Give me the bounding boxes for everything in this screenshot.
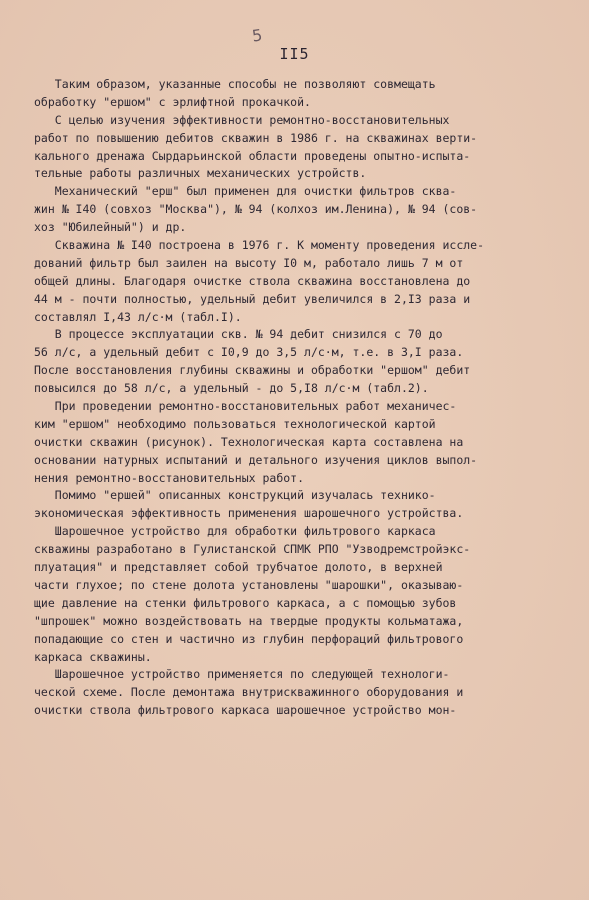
text-line: плуатация" и представляет собой трубчатое долото, в верхней (34, 560, 443, 575)
text-line: Таким образом, указанные способы не позволяют совмещать (34, 77, 436, 91)
text-line: Помимо "ершей" описанных конструкций изучалась технико- (34, 488, 436, 503)
text-line: попадающие со стен и частично из глубин перфораций фильтрового (34, 631, 464, 646)
text-line: основании натурных испытаний и детального изучения циклов выпол- (34, 452, 478, 467)
text-line: С целью изучения эффективности ремонтно-восстановительных (34, 112, 450, 127)
text-line: хоз "Юбилейный") и др. (34, 220, 187, 235)
text-line: ческой схеме. После демонтажа внутрискважинного оборудования и (34, 685, 464, 700)
text-line: Шарошечное устройство применяется по следующей технологи- (34, 667, 450, 682)
text-line: Шарошечное устройство для обработки фильтрового каркаса (34, 524, 436, 539)
text-line: щие давление на стенки фильтрового каркаса, а с помощью зубов (34, 595, 457, 610)
text-line: общей длины. Благодаря очистке ствола скважина восстановлена до (34, 273, 471, 288)
text-line: Механический "ерш" был применен для очистки фильтров сква- (34, 184, 457, 199)
text-line: ким "ершом" необходимо пользоваться технологической картой (34, 416, 436, 431)
text-line: тельные работы различных механических устройств. (34, 166, 367, 181)
text-line: При проведении ремонтно-восстановительных работ механичес- (34, 399, 457, 414)
text-line: кального дренажа Сырдарьинской области проведены опытно-испыта- (34, 148, 471, 163)
text-line: нения ремонтно-восстановительных работ. (34, 470, 305, 485)
text-line: скважины разработано в Гулистанской СПМК РПО "Узводремстройэкс- (34, 542, 471, 557)
text-line: дований фильтр был заилен на высоту I0 м, работало лишь 7 м от (34, 255, 464, 270)
text-line: составлял I,43 л/с·м (табл.I). (34, 309, 242, 324)
text-line: экономическая эффективность применения шарошечного устройства. (34, 506, 464, 521)
text-line: очистки скважин (рисунок). Технологическая карта составлена на (34, 434, 464, 449)
handwritten-page-mark: 5 (250, 25, 264, 46)
text-line: обработку "ершом" с эрлифтной прокачкой. (34, 94, 311, 109)
text-line: В процессе эксплуатации скв. № 94 дебит снизился с 70 до (34, 327, 443, 342)
text-line: каркаса скважины. (34, 649, 152, 664)
text-line: Скважина № I40 построена в 1976 г. К моменту проведения иссле- (34, 238, 485, 253)
text-line: части глухое; по стене долота установлены "шарошки", оказываю- (34, 577, 464, 592)
text-line: работ по повышению дебитов скважин в 1986 г. на скважинах верти- (34, 130, 478, 145)
text-line: жин № I40 (совхоз "Москва"), № 94 (колхоз им.Ленина), № 94 (сов- (34, 202, 478, 217)
text-line: 44 м - почти полностью, удельный дебит увеличился в 2,I3 раза и (34, 291, 471, 306)
text-line: очистки ствола фильтрового каркаса шарошечное устройство мон- (34, 703, 457, 718)
text-line: "шпрошек" можно воздействовать на твердые продукты кольматажа, (34, 613, 464, 628)
page-number: II5 (279, 45, 310, 63)
text-line: 56 л/с, а удельный дебит с I0,9 до 3,5 л/с·м, т.е. в 3,I раза. (34, 345, 464, 360)
text-line: После восстановления глубины скважины и обработки "ершом" дебит (34, 363, 471, 378)
text-line: повысился до 58 л/с, а удельный - до 5,I8 л/с·м (табл.2). (34, 381, 429, 396)
body-text (34, 76, 554, 720)
